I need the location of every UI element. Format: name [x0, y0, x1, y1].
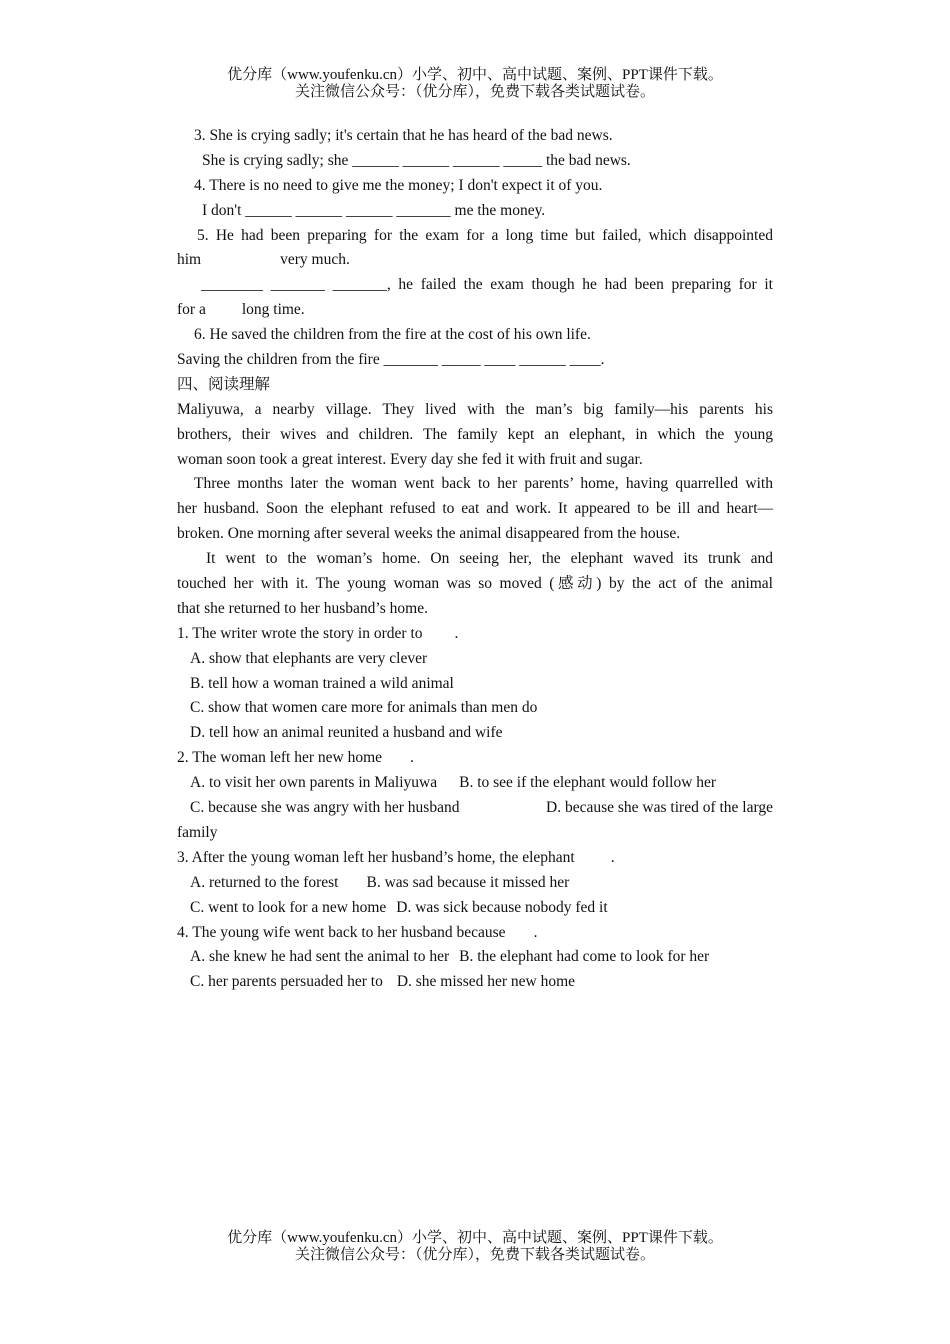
question-4-stem: 4. The young wife went back to her husband because: [177, 923, 506, 941]
question-1-end: .: [454, 624, 459, 642]
rewrite-q6-rewrite: Saving the children from the fire _______ _____ ____ ______ ____.: [177, 351, 605, 369]
question-2: [177, 746, 773, 771]
header-line-1: 优分库（www.youfenku.cn）小学、初中、高中试题、案例、PPT课件下载。: [227, 67, 723, 83]
question-1-option-b: B. tell how a woman trained a wild animal: [190, 674, 454, 692]
question-4-option-c: C. her parents persuaded her to: [190, 973, 383, 991]
rewrite-q3-rewrite: She is crying sadly; she ______ ______ ______ _____ the bad news.: [202, 151, 631, 169]
question-4-options-cd: [177, 970, 773, 995]
rewrite-q5-original-tail: very much.: [280, 251, 350, 269]
page-header: [0, 67, 950, 101]
question-4-options-ab: [177, 945, 773, 970]
rewrite-q3-original: 3. She is crying sadly; it's certain that he has heard of the bad news.: [194, 127, 613, 144]
passage-p2-line1: Three months later the woman went back to her parents’ home, having quarrelled with: [194, 475, 773, 493]
passage-p3-line3: that she returned to her husband’s home.: [177, 599, 428, 617]
passage-p2-line2: her husband. Soon the elephant refused to eat and work. It appeared to be ill and heart—: [177, 500, 773, 518]
rewrite-q4-original: 4. There is no need to give me the money; I don't expect it of you.: [194, 176, 603, 194]
page-footer: [0, 1230, 950, 1264]
question-1-stem: 1. The writer wrote the story in order to: [177, 624, 423, 642]
question-3: [177, 846, 773, 871]
passage-p3-line2: touched her with it. The young woman was so moved (感动) by the act of the animal: [177, 575, 773, 593]
question-3-option-a: A. returned to the forest: [190, 873, 339, 891]
question-1-option-c: C. show that women care more for animals than men do: [190, 699, 538, 717]
question-3-option-d: D. was sick because nobody fed it: [396, 898, 608, 916]
question-2-option-d: D. because she was tired of the large: [546, 799, 773, 817]
question-2-option-d-cont: family: [177, 823, 218, 841]
question-3-stem: 3. After the young woman left her husband’s home, the elephant: [177, 848, 575, 866]
question-2-option-c: C. because she was angry with her husband: [190, 799, 460, 817]
rewrite-q5-rewrite: ________ _______ _______, he failed the exam though he had been preparing for it: [201, 276, 773, 294]
passage-p1-line1: Maliyuwa, a nearby village. They lived with the man’s big family—his parents his: [177, 400, 773, 418]
header-line-2: 关注微信公众号：（优分库），免费下载各类试题试卷。: [294, 84, 655, 100]
question-2-options-ab: [177, 771, 773, 796]
question-1-option-d: D. tell how an animal reunited a husband and wife: [190, 724, 503, 742]
rewrite-q5-original-him: him: [177, 251, 202, 269]
rewrite-q5-rewrite-tail: long time.: [241, 301, 305, 319]
question-1-option-a: A. show that elephants are very clever: [190, 649, 428, 667]
question-4-option-d: D. she missed her new home: [396, 973, 576, 991]
rewrite-q5-original: 5. He had been preparing for the exam for a long time but failed, which disappointed: [197, 226, 773, 244]
document-body: [177, 124, 773, 995]
question-3-options-ab: [177, 871, 773, 896]
footer-line-2: 关注微信公众号：（优分库），免费下载各类试题试卷。: [294, 1247, 655, 1263]
question-3-options-cd: [177, 896, 773, 921]
question-3-end: .: [610, 848, 615, 866]
passage-p1-line2: brothers, their wives and children. The family kept an elephant, in which the young: [177, 425, 773, 443]
rewrite-q5-rewrite-fora: for a: [177, 301, 206, 319]
question-4: [177, 921, 773, 946]
question-2-option-b: B. to see if the elephant would follow her: [459, 774, 717, 792]
rewrite-q5-original-cont: [177, 248, 773, 273]
question-3-option-c: C. went to look for a new home: [190, 898, 387, 916]
rewrite-q4-rewrite: I don't ______ ______ ______ _______ me the money.: [202, 201, 546, 219]
question-2-stem: 2. The woman left her new home: [177, 749, 383, 767]
question-4-option-b: B. the elephant had come to look for her: [459, 948, 710, 966]
rewrite-q5-rewrite-cont: [177, 298, 773, 323]
question-4-option-a: A. she knew he had sent the animal to her: [190, 948, 450, 966]
passage-p3-line1: It went to the woman’s home. On seeing her, the elephant waved its trunk and: [206, 550, 773, 568]
question-1: [177, 622, 773, 647]
section-title: 四、阅读理解: [177, 375, 271, 393]
passage-p1-line3: woman soon took a great interest. Every day she fed it with fruit and sugar.: [177, 450, 643, 468]
question-2-option-a: A. to visit her own parents in Maliyuwa: [190, 774, 438, 792]
question-4-end: .: [533, 923, 538, 941]
question-2-options-cd: [177, 796, 773, 821]
footer-line-1: 优分库（www.youfenku.cn）小学、初中、高中试题、案例、PPT课件下载。: [227, 1230, 723, 1246]
rewrite-q6-original: 6. He saved the children from the fire at the cost of his own life.: [194, 326, 591, 344]
question-2-end: .: [410, 749, 414, 767]
question-3-option-b: B. was sad because it missed her: [366, 873, 570, 891]
passage-p2-line3: broken. One morning after several weeks the animal disappeared from the house.: [177, 525, 681, 543]
